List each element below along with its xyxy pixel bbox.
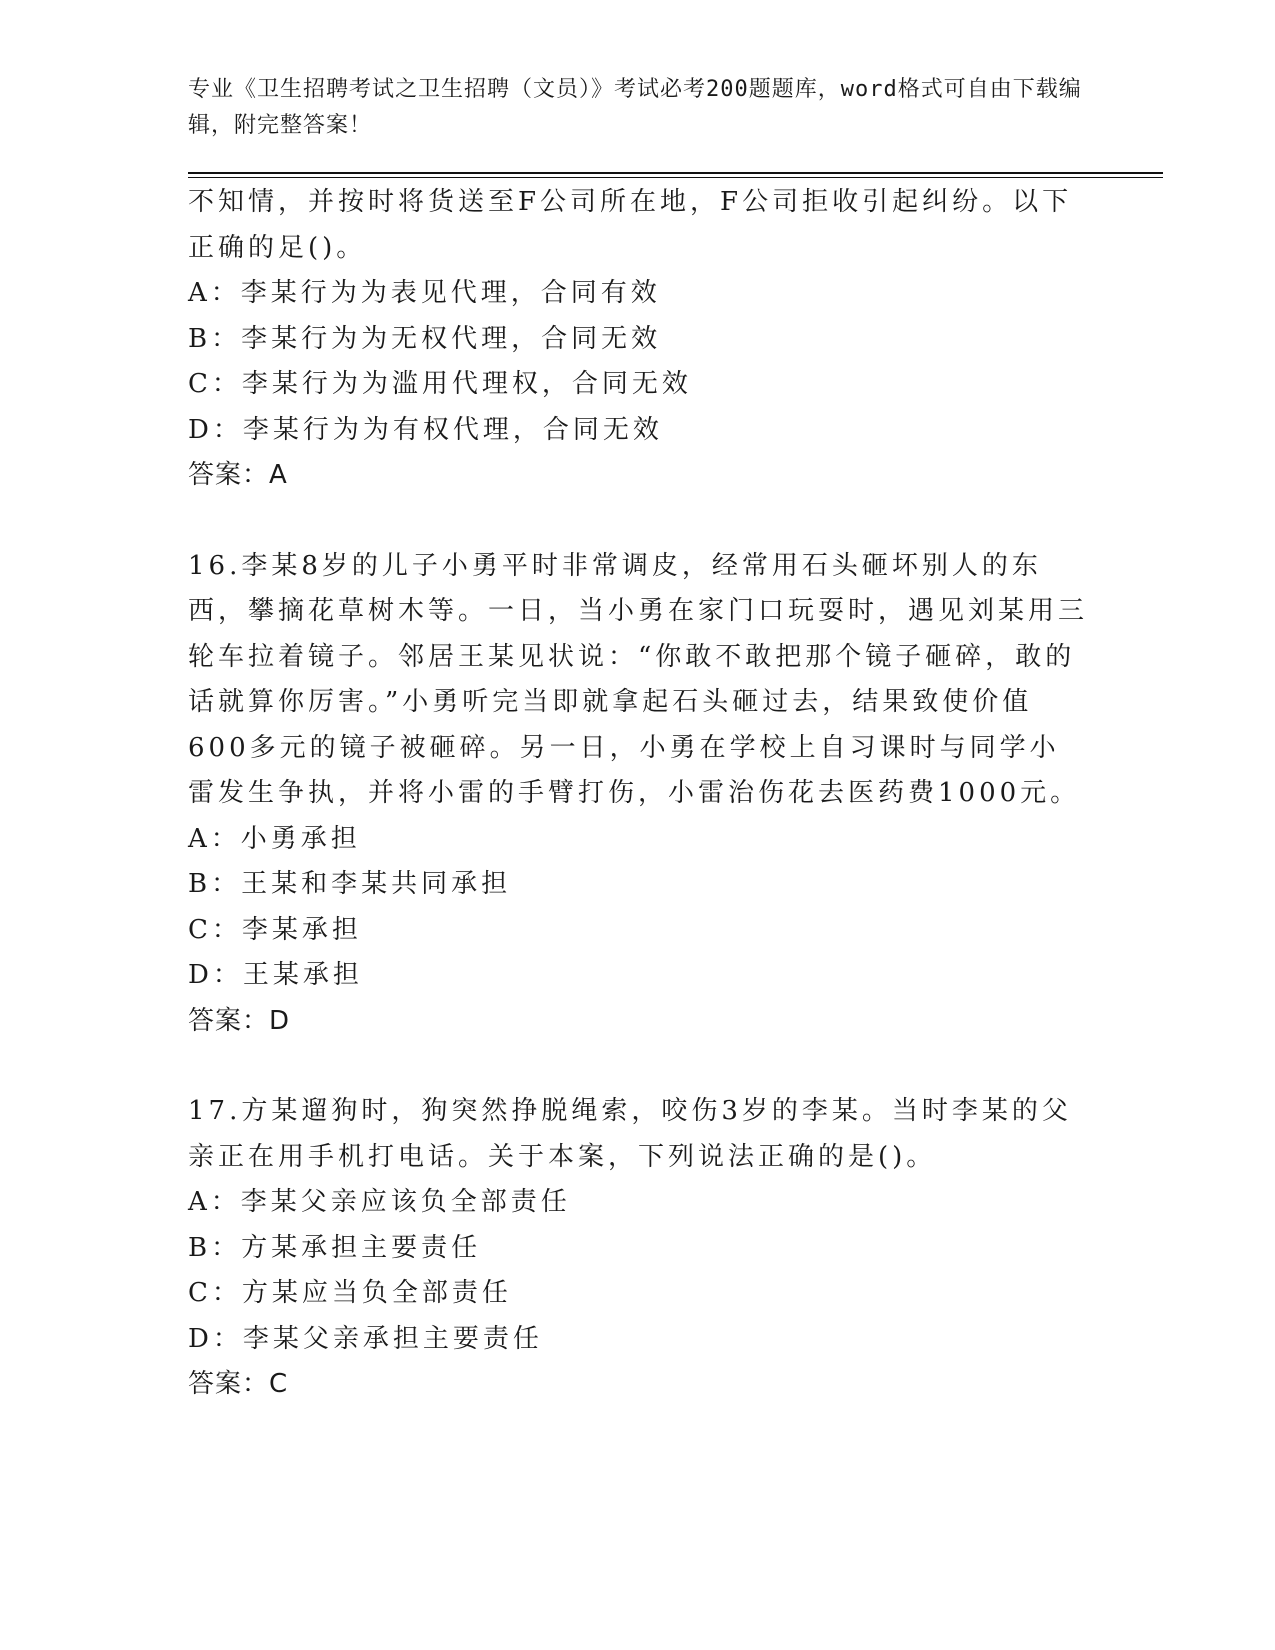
question-item [188,1089,1163,1408]
option-b: B：王某和李某共同承担 [188,869,512,899]
option-d: D：王某承担 [188,960,363,990]
option-c: C：李某承担 [188,914,362,945]
spacer [188,499,1163,544]
answer-line: 答案：D [188,1005,291,1036]
spacer [188,1044,1163,1089]
page-header: 专业《卫生招聘考试之卫生招聘（文员）》考试必考200题题库，word格式可自由下载编辑，附完整答案！ [188,77,1082,138]
option-c: C：方某应当负全部责任 [188,1278,512,1308]
option-a: A：李某行为为表见代理，合同有效 [188,278,661,308]
option-c: C：李某行为为滥用代理权，合同无效 [188,369,692,399]
document-page [188,72,1163,1408]
question-item [188,544,1163,1045]
option-a: A：小勇承担 [188,823,361,854]
question-text: 不知情，并按时将货送至F公司所在地，F公司拒收引起纠纷。以下正确的足()。 [188,187,1073,263]
option-d: D：李某行为为有权代理，合同无效 [188,414,663,445]
question-text: 17.方某遛狗时，狗突然挣脱绳索，咬伤3岁的李某。当时李某的父亲正在用手机打电话。关于本案，下列说法正确的是()。 [188,1096,1072,1172]
header-divider [188,172,1163,178]
option-b: B：方某承担主要责任 [188,1232,482,1263]
answer-line: 答案：A [188,460,288,490]
question-list [188,180,1163,1408]
option-d: D：李某父亲承担主要责任 [188,1323,543,1354]
option-b: B：李某行为为无权代理，合同无效 [188,323,662,354]
option-a: A：李某父亲应该负全部责任 [188,1187,571,1217]
question-text: 16.李某8岁的儿子小勇平时非常调皮，经常用石头砸坏别人的东西，攀摘花草树木等。一日，当小勇在家门口玩耍时，遇见刘某用三轮车拉着镜子。邻居王某见状说：“你敢不敢把那个镜子砸碎，敢的话就算你厉害。”小勇听完当即就拿起石头砸过去，结果致使价值600多元的镜子被砸碎。另一日，小勇在学校上自习课时与同学小雷发生争执，并将小雷的手臂打伤，小雷治伤花去医药费1000元。 [188,550,1089,808]
answer-line: 答案：C [188,1369,289,1399]
question-item [188,180,1163,499]
